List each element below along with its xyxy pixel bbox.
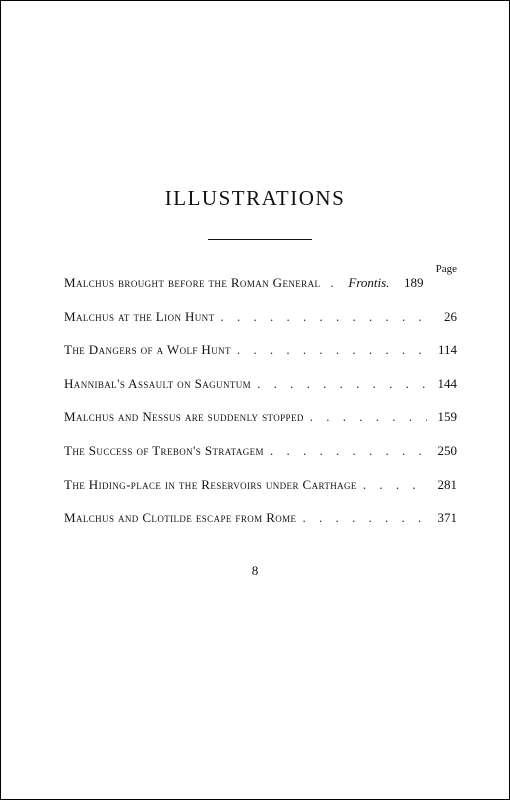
illustration-entry (64, 374, 457, 408)
dot-leader (237, 340, 427, 360)
dot-leader (220, 307, 427, 327)
title-underline-rule (208, 239, 312, 240)
illustration-page-number: 26 (444, 308, 457, 324)
illustration-title: The Success of Trebon's Stratagem (64, 442, 264, 458)
illustration-page-number: 189 (403, 275, 424, 290)
illustration-title: Malchus and Clotilde escape from Rome (64, 510, 297, 526)
illustration-entry (64, 475, 457, 509)
illustration-entry (64, 307, 457, 341)
illustration-page-number: 159 (437, 409, 457, 425)
page-number: 8 (251, 563, 259, 578)
dot-leader (330, 273, 340, 293)
illustration-title: Malchus at the Lion Hunt (64, 308, 215, 324)
illustration-page-number: 281 (437, 476, 457, 492)
dot-leader (310, 407, 427, 427)
dot-leader (363, 475, 427, 495)
illustration-page-number: 250 (437, 442, 457, 458)
dot-leader (302, 508, 427, 528)
page-title: ILLUSTRATIONS (164, 186, 346, 210)
illustration-entry (64, 340, 457, 374)
illustration-title: The Dangers of a Wolf Hunt (64, 342, 231, 358)
illustration-entry (64, 508, 457, 542)
illustration-entry (64, 407, 457, 441)
illustration-page-number: 371 (437, 510, 457, 526)
illustration-entry (64, 441, 457, 475)
illustration-title: Malchus brought before the Roman General (64, 275, 321, 290)
illustration-title: The Hiding-place in the Reservoirs under Carthage (64, 476, 357, 492)
dot-leader (257, 374, 427, 394)
illustration-page-number: 114 (437, 342, 457, 358)
illustration-entry (64, 273, 457, 307)
page-column-label: Page (435, 263, 457, 275)
illustration-title: Malchus and Nessus are suddenly stopped (64, 409, 304, 425)
illustration-page-number: 144 (437, 375, 457, 391)
illustration-title: Hannibal's Assault on Saguntum (64, 375, 252, 391)
frontispiece-note: Frontis. (348, 275, 390, 290)
illustrations-list (64, 273, 457, 542)
dot-leader (270, 441, 427, 461)
